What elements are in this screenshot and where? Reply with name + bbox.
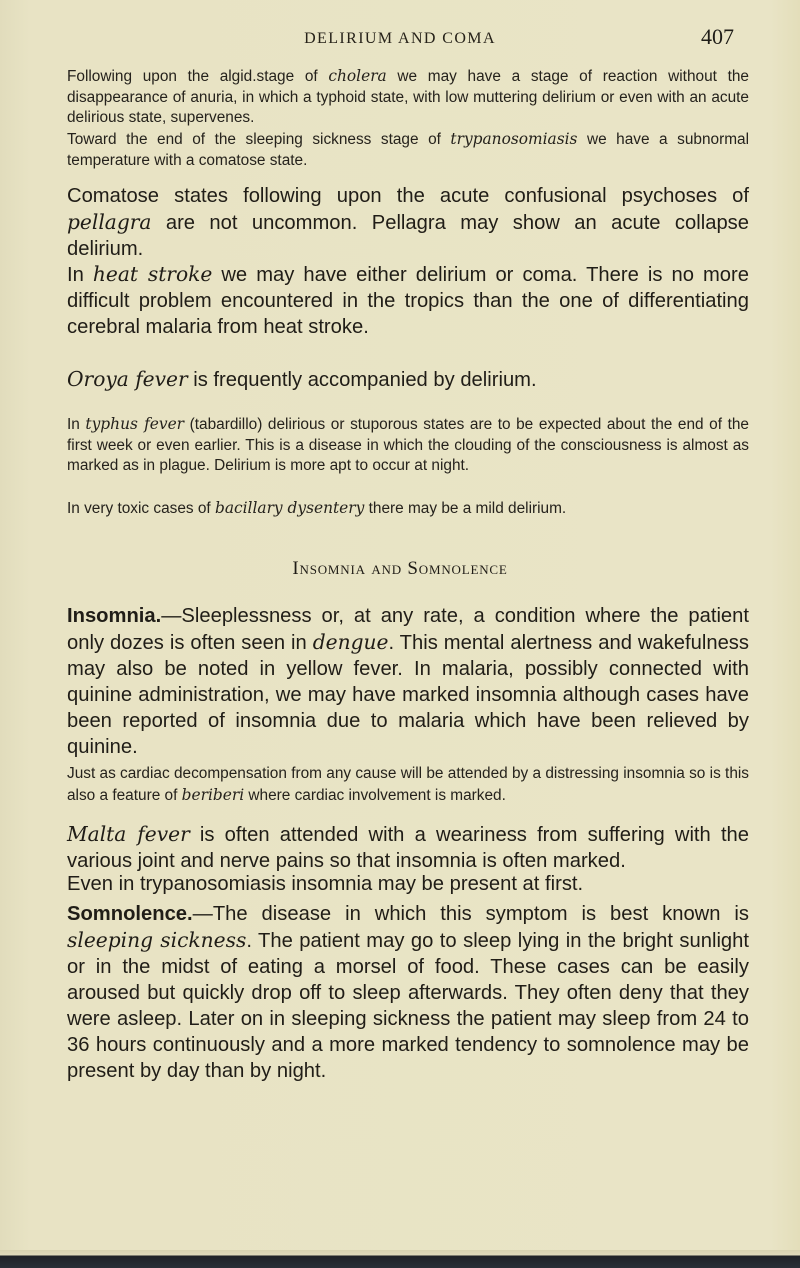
text-segment: Toward the end of the sleeping sickness stage of [67,131,451,148]
paragraph-somnolence [67,901,749,1084]
text-segment: is often attended with a weariness from suffering with the various joint and nerve pains so that insomnia is often marked. [67,824,750,872]
page-number: 407 [701,24,734,49]
subheading-insomnia: Insomnia. [67,605,162,627]
page-edge-shadow [0,1250,800,1268]
term-cholera: cholera [328,67,387,85]
paragraph-oroya-fever [67,366,749,393]
term-bacillary-dysentery: bacillary dysentery [214,499,365,517]
paragraph-trypanosomiasis [67,129,749,171]
section-heading: Insomnia and Somnolence [292,558,508,579]
paragraph-trypanosomiasis-insomnia: Even in trypanosomiasis insomnia may be present at first. [67,873,584,895]
term-malta-fever: Malta fever [67,822,190,846]
paragraph-cholera [67,66,749,129]
text-segment: In [67,416,86,433]
running-head: DELIRIUM AND COMA [304,30,496,47]
term-sleeping-sickness: sleeping sickness [67,928,247,952]
text-segment: . This mental alertness and wakefulness may also be noted in yellow fever. In malaria, possibly connected with quinine administration, we may have marked insomnia although cases have been reported of insomnia due to malaria which have been relieved by quinine. [67,632,749,758]
term-dengue: dengue [312,630,389,654]
subheading-somnolence: Somnolence. [67,903,193,925]
paragraph-heat-stroke [67,261,749,340]
text-segment: there may be a mild delirium. [364,500,567,517]
term-trypanosomiasis: trypanosomiasis [450,130,578,148]
text-segment: we may have a stage of reaction without the disappearance of anuria, in which a typhoid state, with low muttering delirium or even with an acute delirious state, supervenes. [67,68,749,127]
text-segment: Following upon the algid.stage of [67,68,329,85]
text-segment: is frequently accompanied by delirium. [187,369,537,391]
text-segment: . The patient may go to sleep lying in the bright sunlight or in the midst of eating a morsel of food. These cases can be easily aroused but quickly drop off to sleep afterwards. They often deny that they were asleep. Later on in sleeping sickness the patient may sleep from 24 to 36 hours continuously and a more marked tendency to somnolence may be present by day than by night. [67,930,749,1082]
text-segment: In very toxic cases of [67,500,215,517]
text-segment: are not uncommon. Pellagra may show an acute collapse delirium. [67,212,749,260]
paragraph-typhus-fever [67,414,749,477]
text-segment: Just as cardiac decompensation from any cause will be attended by a distressing insomnia so is this also a feature of [67,765,749,804]
text-segment: —Sleeplessness or, at any rate, a condition where the patient only dozes is often seen in [67,605,749,654]
paragraph-malta-fever [67,821,749,874]
paragraph-beriberi [67,764,749,806]
text-segment: (tabardillo) delirious or stuporous states are to be expected about the end of the first week or even earlier. This is a disease in which the clouding of the consciousness is almost as marked as in plague. Delirium is more apt to occur at night. [67,416,749,475]
text-segment: —The disease in which this symptom is best known is [192,903,749,925]
text-segment: In [67,264,93,286]
text-segment: we have a subnormal temperature with a comatose state. [67,131,749,169]
paragraph-bacillary-dysentery [67,498,749,520]
term-beriberi: beriberi [181,785,245,804]
text-segment: Comatose states following upon the acute confusional psychoses of [67,185,749,207]
text-segment: we may have either delirium or coma. There is no more difficult problem encountered in the tropics than the one of differentiating cerebral malaria from heat stroke. [67,264,749,338]
paragraph-pellagra [67,183,749,262]
term-typhus-fever: typhus fever [85,415,185,433]
term-pellagra: pellagra [67,210,152,234]
page-header [0,22,800,50]
paragraph-insomnia [67,603,749,760]
text-segment: where cardiac involvement is marked. [244,786,506,804]
term-heat-stroke: heat stroke [92,262,213,286]
term-oroya-fever: Oroya fever [67,367,188,391]
